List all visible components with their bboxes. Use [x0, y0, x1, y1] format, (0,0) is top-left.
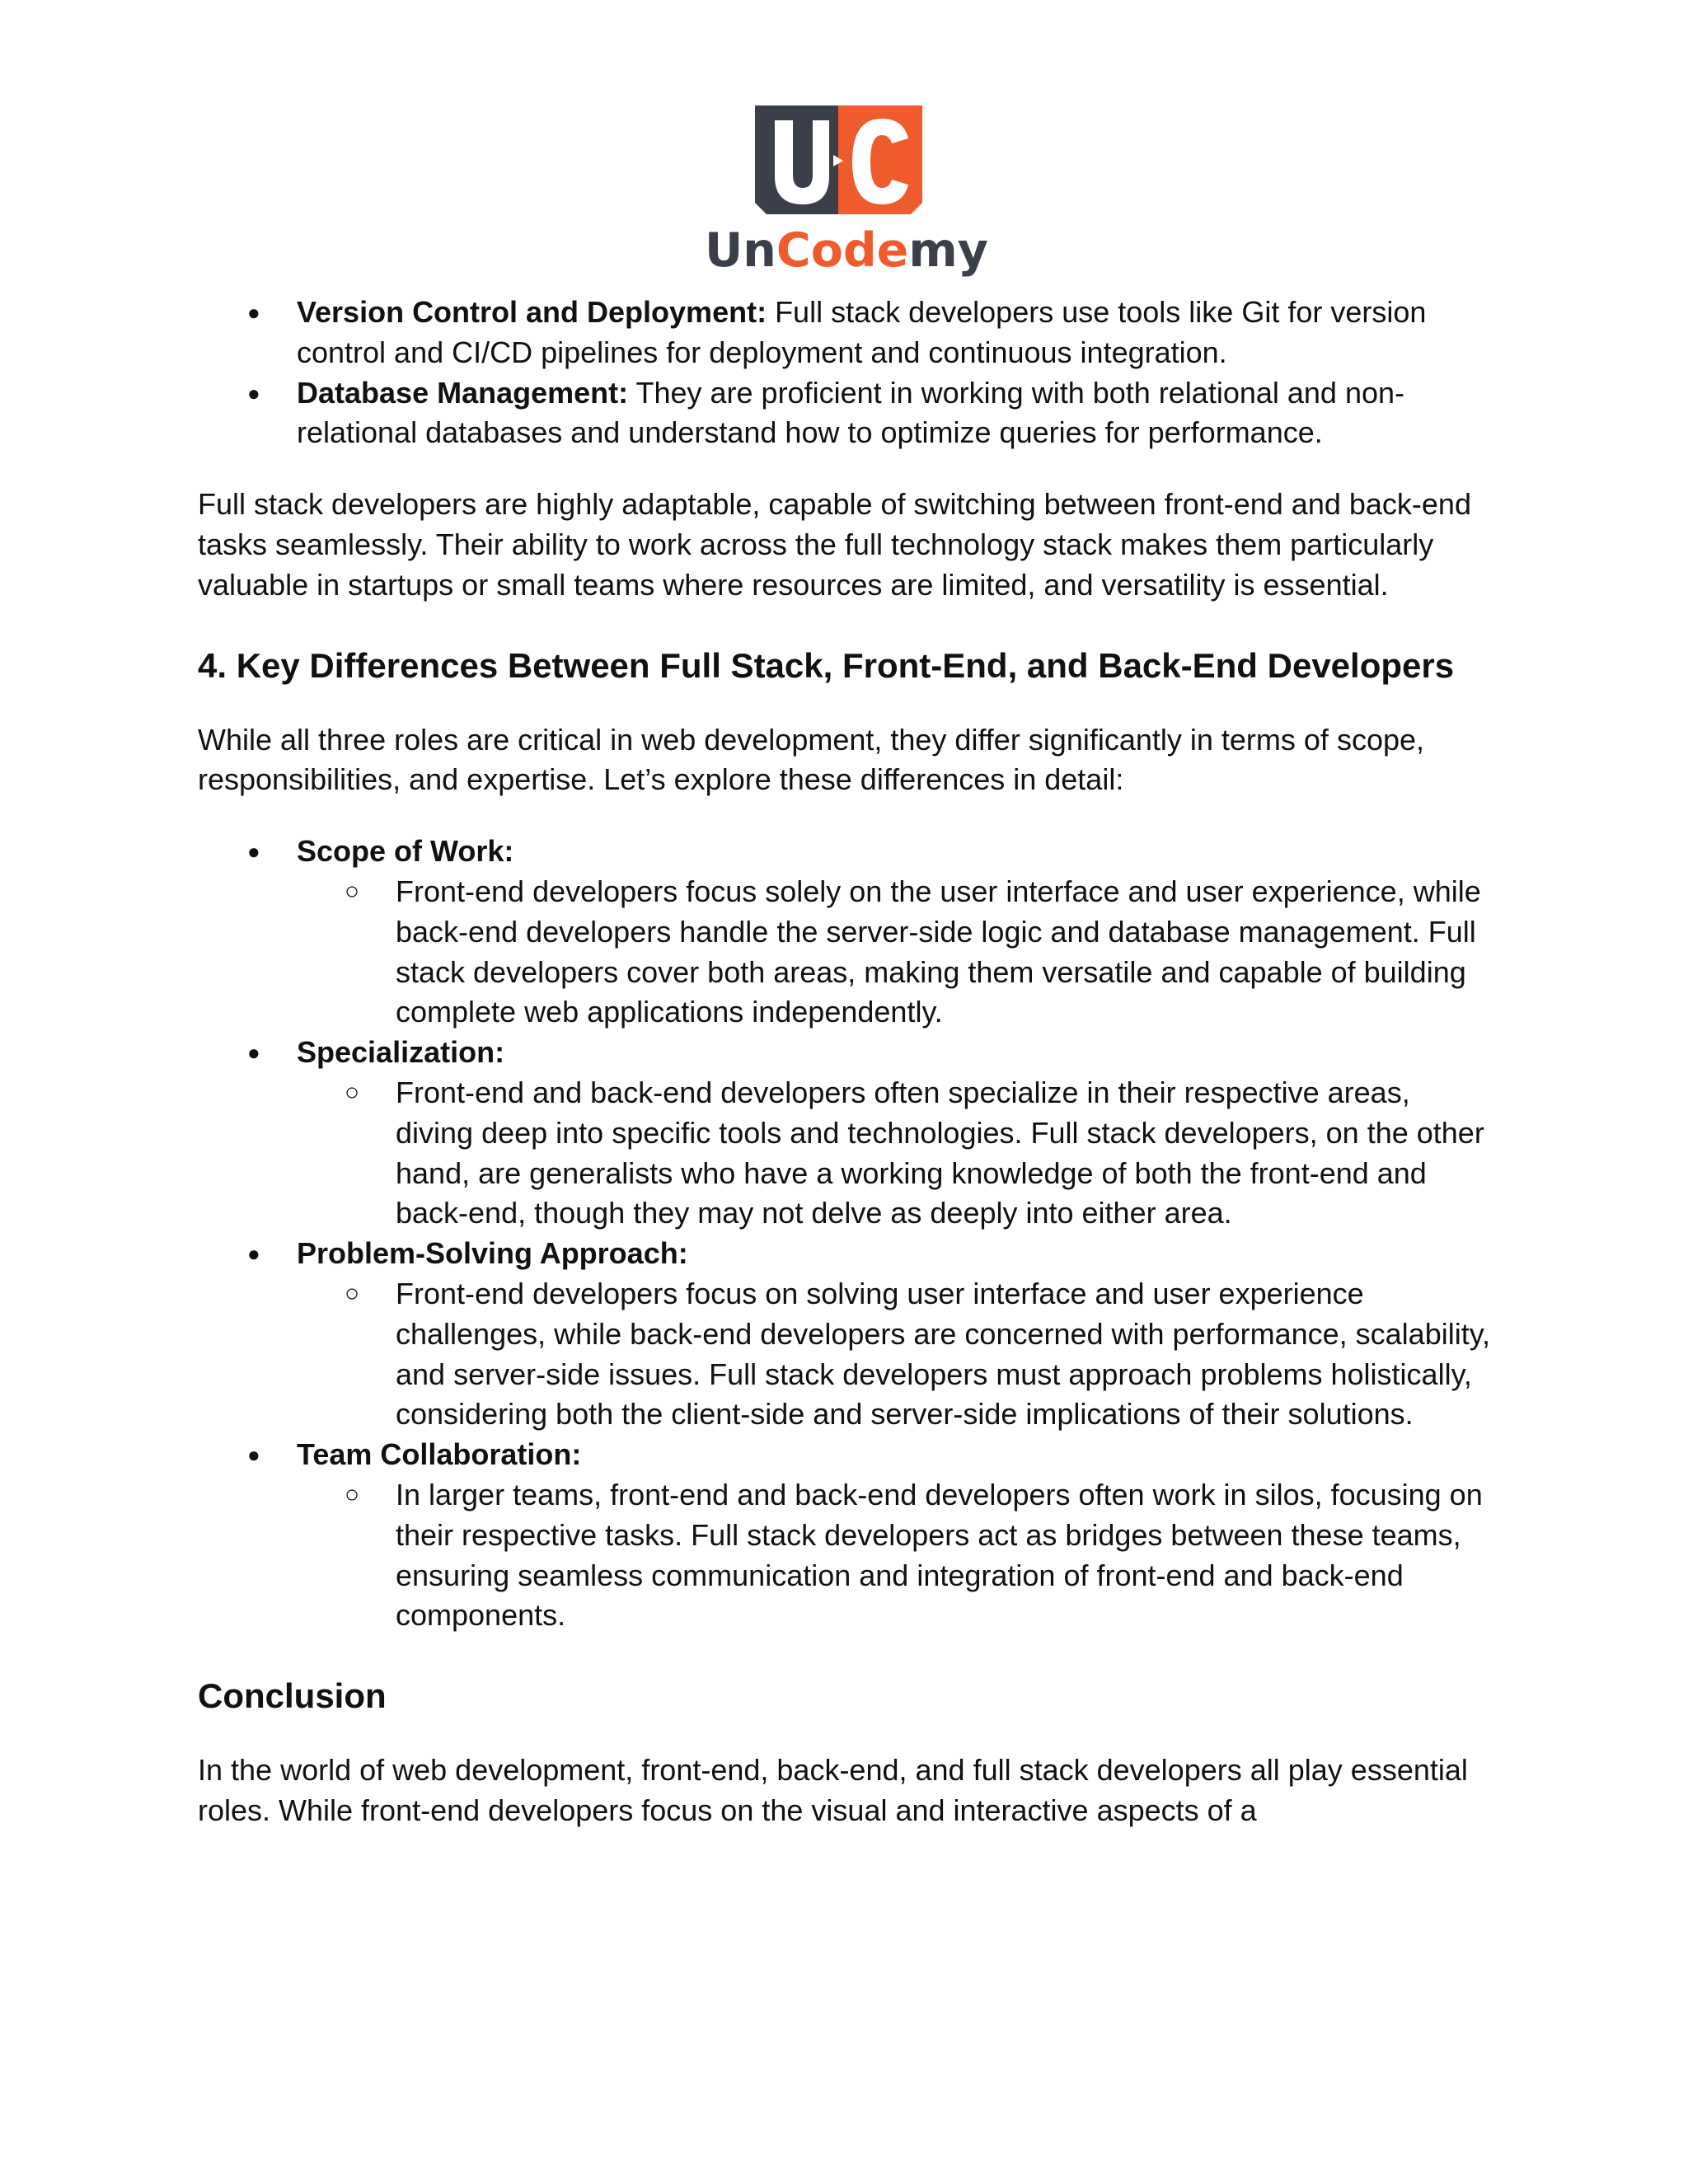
bullet-term: Version Control and Deployment: — [297, 295, 767, 329]
paragraph: Full stack developers are highly adaptable, capable of switching between front-end and back-end tasks seamlessly. Their ability to work across the full technology stack makes them particularly valuable in startups or small teams where resources are limited, and versatility is essential. — [198, 487, 1471, 602]
bullet-term: Specialization: — [297, 1035, 505, 1070]
bullet-item — [198, 293, 1492, 373]
bullet-item — [198, 1033, 1492, 1073]
bullet-icon: ● — [247, 1241, 260, 1267]
sub-bullet-text: Front-end developers focus solely on the user interface and user experience, while back-end developers handle the server-side logic and database management. Full stack developers cover both areas, making them versatile and capable of building complete web applications independently. — [396, 874, 1481, 1029]
conclusion-heading: Conclusion — [198, 1676, 387, 1716]
uncodemy-wordmark: UnCodemy — [705, 223, 988, 278]
bullet-text: Full stack developers use tools like Git for version control and CI/CD pipelines for deployment and continuous integration. — [297, 295, 1427, 369]
sub-bullet-item — [198, 1073, 1492, 1234]
sub-bullet-icon: ○ — [345, 1480, 360, 1508]
sub-bullet-item — [198, 872, 1492, 1033]
sub-bullet-item — [198, 1274, 1492, 1435]
sub-bullet-icon: ○ — [345, 1279, 360, 1307]
sub-bullet-text: Front-end and back-end developers often specialize in their respective areas, diving deep into specific tools and technologies. Full stack developers, on the other hand, are generalists who have a working knowledge of both the front-end and back-end, though they may not delve as deeply into either area. — [396, 1075, 1484, 1230]
paragraph: In the world of web development, front-end, back-end, and full stack developers all play essential roles. While front-end developers focus on the visual and interactive aspects of a — [198, 1753, 1468, 1827]
bullet-item — [198, 1234, 1492, 1274]
sub-bullet-text: Front-end developers focus on solving user interface and user experience challenges, while back-end developers are concerned with performance, scalability, and server-side issues. Full stack developers must approach problems holistically, considering both the client-side and server-side implications of their solutions. — [396, 1276, 1491, 1432]
bullet-item — [198, 832, 1492, 872]
bullet-icon: ● — [247, 1040, 260, 1066]
paragraph: While all three roles are critical in web development, they differ significantly in terms of scope, responsibilities, and expertise. Let’s explore these differences in detail: — [198, 722, 1425, 797]
document-body — [198, 293, 1492, 1831]
bullet-icon: ● — [247, 839, 260, 865]
bullet-term: Scope of Work: — [297, 834, 514, 869]
sub-bullet-item — [198, 1475, 1492, 1636]
bullet-icon: ● — [247, 380, 260, 405]
bullet-icon: ● — [247, 300, 260, 325]
bullet-term: Team Collaboration: — [297, 1437, 582, 1472]
bullet-text: They are proficient in working with both relational and non-relational databases and understand how to optimize queries for performance. — [297, 375, 1404, 450]
uncodemy-logo — [705, 105, 988, 283]
bullet-item — [198, 373, 1492, 454]
sub-bullet-icon: ○ — [345, 1078, 360, 1106]
bullet-icon: ● — [247, 1442, 260, 1468]
sub-bullet-text: In larger teams, front-end and back-end developers often work in silos, focusing on their respective tasks. Full stack developers act as bridges between these teams, ensuring seamless communication and integration of front-end and back-end components. — [396, 1477, 1483, 1633]
bullet-item — [198, 1435, 1492, 1475]
section-heading: 4. Key Differences Between Full Stack, Front-End, and Back-End Developers — [198, 645, 1455, 685]
uc-logo-mark-icon — [755, 105, 922, 214]
bullet-term: Problem-Solving Approach: — [297, 1236, 688, 1271]
bullet-term: Database Management: — [297, 375, 629, 410]
sub-bullet-icon: ○ — [345, 877, 360, 905]
